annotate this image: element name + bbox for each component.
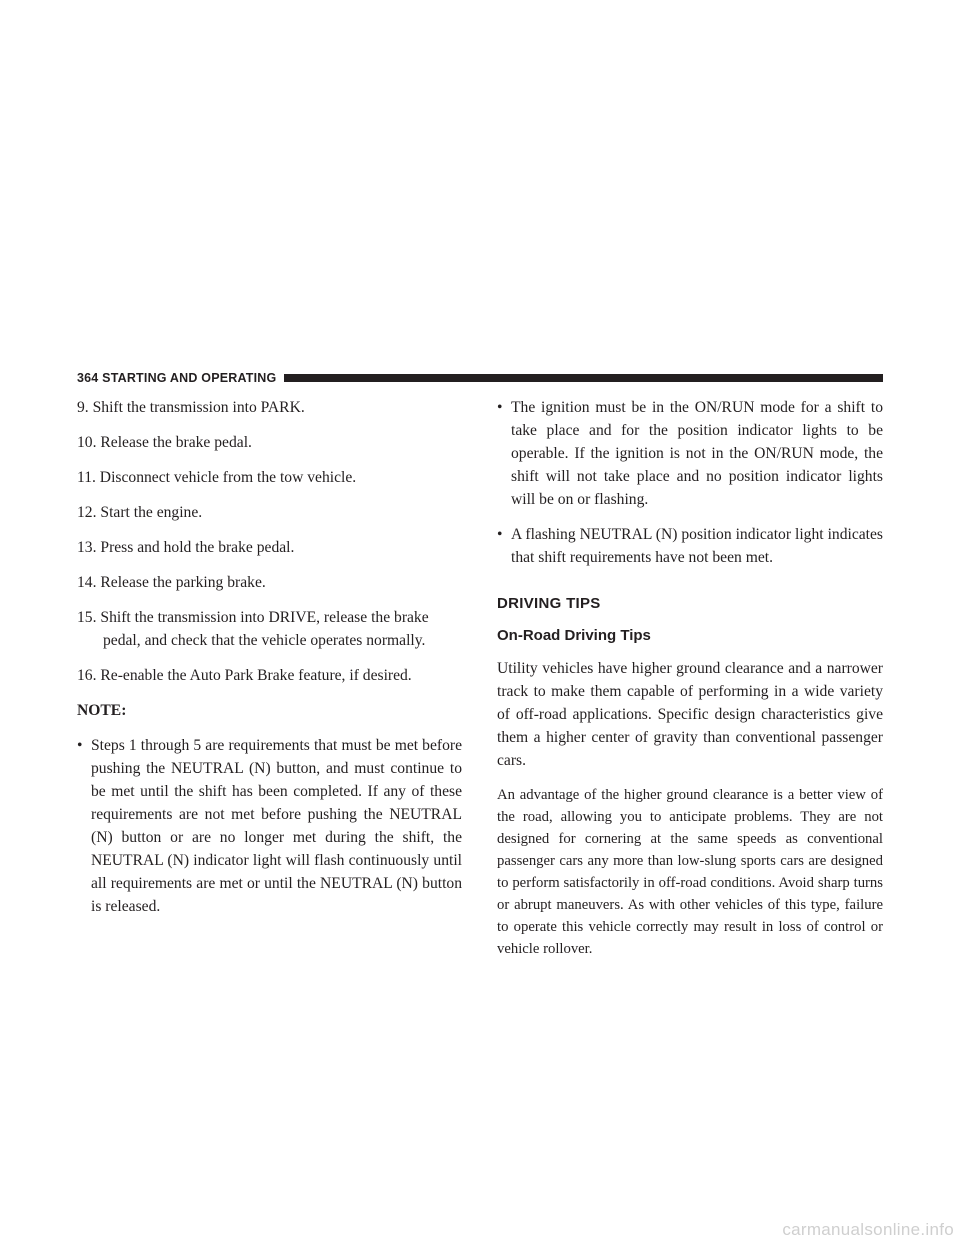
step-item: 9. Shift the transmission into PARK. xyxy=(77,399,305,416)
step-item: 11. Disconnect vehicle from the tow vehicle. xyxy=(77,469,357,486)
left-column xyxy=(77,396,462,930)
note-label: NOTE: xyxy=(77,702,127,719)
subsection-heading: On-Road Driving Tips xyxy=(497,627,651,644)
bullet-item xyxy=(497,523,883,569)
step-item: 10. Release the brake pedal. xyxy=(77,434,252,451)
bullet-icon: • xyxy=(497,526,503,543)
paragraph: An advantage of the higher ground clearance is a better view of the road, allowing you to anticipate problems. They are not designed for cornering at the same speeds as conventional passenger cars any more than low-slung sports cars are designed to perform satisfactorily in off-road conditions. Avoid sharp turns or abrupt maneuvers. As with other vehicles of this type, failure to operate this vehicle correctly may result in loss of control or vehicle rollover. xyxy=(497,787,883,957)
page-header xyxy=(77,370,883,386)
bullet-item xyxy=(77,734,462,918)
page-number: 364 xyxy=(77,371,99,385)
bullet-icon: • xyxy=(497,399,503,416)
bullet-text: A flashing NEUTRAL (N) position indicator light indicates that shift requirements have not been met. xyxy=(511,526,883,566)
bullet-text: The ignition must be in the ON/RUN mode for a shift to take place and for the position indicator lights to be operable. If the ignition is not in the ON/RUN mode, the shift will not take place and no position indicator lights will be on or flashing. xyxy=(511,399,883,508)
step-item: 13. Press and hold the brake pedal. xyxy=(77,539,295,556)
step-item: 14. Release the parking brake. xyxy=(77,574,266,591)
bullet-icon: • xyxy=(77,737,83,754)
bullet-text: Steps 1 through 5 are requirements that must be met before pushing the NEUTRAL (N) button, and must continue to be met until the shift has been completed. If any of these requirements are not met before pushing the NEUTRAL (N) button or are no longer met during the shift, the NEUTRAL (N) indicator light will flash continuously until all requirements are met or until the NEUTRAL (N) button is released. xyxy=(91,737,462,915)
page-header-text xyxy=(77,371,276,385)
step-item: 16. Re-enable the Auto Park Brake feature, if desired. xyxy=(77,667,412,684)
step-item: 15. Shift the transmission into DRIVE, release the brake pedal, and check that the vehicle operates normally. xyxy=(77,609,429,649)
step-item: 12. Start the engine. xyxy=(77,504,203,521)
section-title: STARTING AND OPERATING xyxy=(102,371,277,385)
header-rule xyxy=(284,374,883,382)
watermark: carmanualsonline.info xyxy=(782,1220,954,1239)
paragraph: Utility vehicles have higher ground clearance and a narrower track to make them capable of performing in a wide variety of off-road applications. Specific design characteristics give them a higher center of gravity than conventional passenger cars. xyxy=(497,660,883,769)
right-column xyxy=(497,396,883,972)
section-heading: DRIVING TIPS xyxy=(497,595,601,612)
bullet-item xyxy=(497,396,883,511)
